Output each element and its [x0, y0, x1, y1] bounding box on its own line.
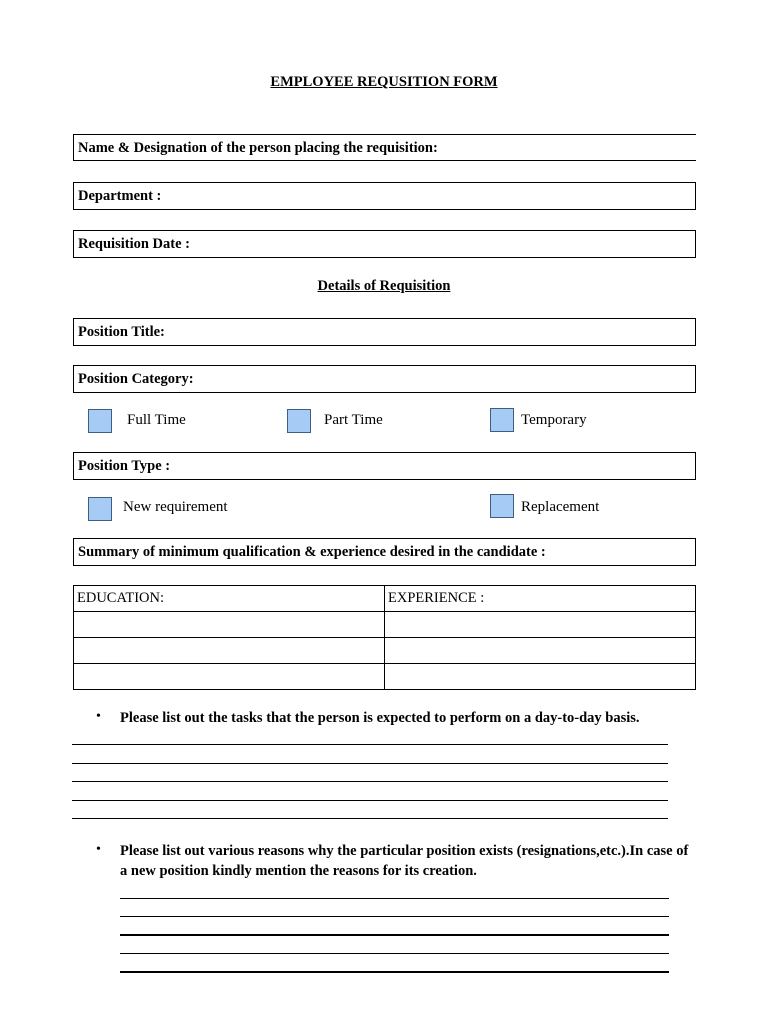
new-requirement-label: New requirement [123, 499, 228, 515]
requisition-date-field[interactable] [73, 230, 696, 258]
experience-cell[interactable] [385, 638, 696, 664]
department-label: Department : [78, 188, 162, 204]
position-category-field [73, 365, 696, 393]
experience-header: EXPERIENCE : [385, 586, 696, 612]
reasons-instruction: Please list out various reasons why the particular position exists (resignations,etc.).In case of a new position kindly mention the reasons for its creation. [120, 843, 689, 879]
tasks-answer-line[interactable] [72, 818, 668, 819]
table-row [74, 664, 696, 690]
tasks-answer-line[interactable] [72, 744, 668, 745]
new-requirement-checkbox[interactable] [88, 497, 112, 521]
name-designation-field[interactable] [73, 134, 696, 161]
education-header: EDUCATION: [74, 586, 385, 612]
full-time-label: Full Time [127, 412, 186, 428]
bullet-icon: • [96, 709, 101, 724]
table-row [74, 612, 696, 638]
temporary-label: Temporary [521, 412, 587, 428]
reasons-answer-line[interactable] [120, 934, 669, 936]
tasks-answer-line[interactable] [72, 763, 668, 764]
position-title-label: Position Title: [78, 324, 165, 340]
temporary-checkbox[interactable] [490, 408, 514, 432]
reasons-answer-line[interactable] [120, 953, 669, 954]
education-cell[interactable] [74, 664, 385, 690]
name-designation-label: Name & Designation of the person placing the requisition: [78, 140, 438, 156]
details-title: Details of Requisition [317, 278, 451, 294]
summary-field [73, 538, 696, 566]
reasons-answer-line[interactable] [120, 971, 669, 973]
form-title: EMPLOYEE REQUSITION FORM [270, 74, 498, 90]
position-type-field [73, 452, 696, 480]
part-time-checkbox[interactable] [287, 409, 311, 433]
experience-cell[interactable] [385, 612, 696, 638]
position-title-field[interactable] [73, 318, 696, 346]
requisition-date-label: Requisition Date : [78, 236, 190, 252]
tasks-instruction: Please list out the tasks that the person is expected to perform on a day-to-day basis. [120, 710, 640, 726]
replacement-label: Replacement [521, 499, 600, 515]
bullet-icon: • [96, 842, 101, 857]
education-cell[interactable] [74, 612, 385, 638]
position-category-label: Position Category: [78, 371, 194, 387]
part-time-label: Part Time [324, 412, 383, 428]
full-time-checkbox[interactable] [88, 409, 112, 433]
replacement-checkbox[interactable] [490, 494, 514, 518]
tasks-answer-line[interactable] [72, 781, 668, 782]
table-row [74, 638, 696, 664]
qualification-table [73, 585, 696, 690]
department-field[interactable] [73, 182, 696, 210]
position-type-label: Position Type : [78, 458, 171, 474]
table-header-row [74, 586, 696, 612]
tasks-answer-line[interactable] [72, 800, 668, 801]
reasons-answer-line[interactable] [120, 898, 669, 899]
reasons-answer-line[interactable] [120, 916, 669, 917]
education-cell[interactable] [74, 638, 385, 664]
experience-cell[interactable] [385, 664, 696, 690]
summary-label: Summary of minimum qualification & experience desired in the candidate : [78, 544, 546, 560]
